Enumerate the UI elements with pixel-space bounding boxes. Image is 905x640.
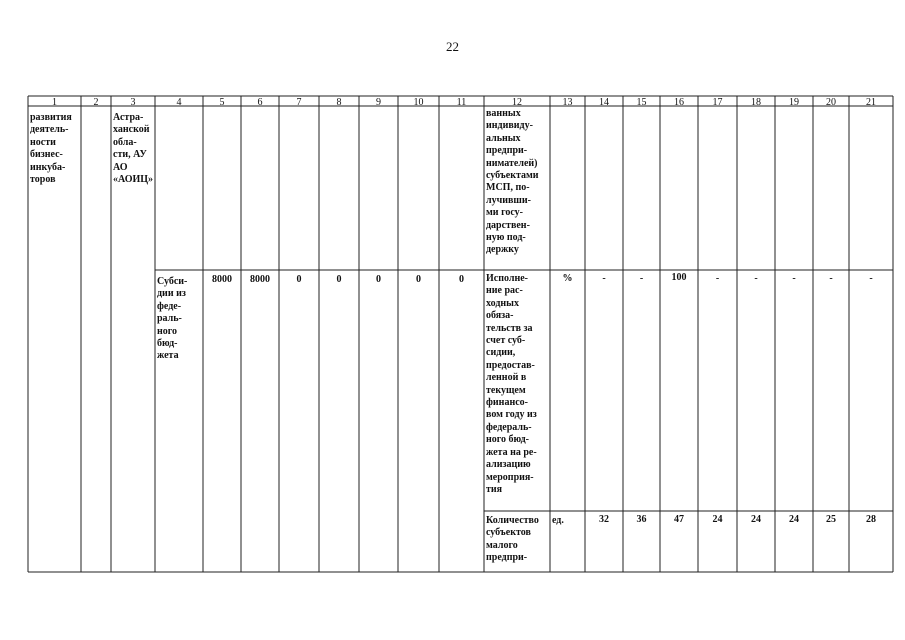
cell-row3-indicator: Количество субъектов малого предпри-	[486, 515, 539, 564]
header-col-13: 13	[562, 97, 573, 108]
header-col-10: 10	[413, 97, 424, 108]
cell-row2-col5: 8000	[212, 274, 232, 285]
cell-row3-col17: 24	[712, 514, 723, 525]
cell-row2-indicator: Исполне- ние рас- ходных обяза- тельств за счет суб- сидии, предостав- ленной в текущем финансо- вом году из федераль- ного бюд- жета на ре- ализацию мероприя- тия	[486, 273, 537, 495]
cell-row2-col19: -	[792, 273, 796, 284]
cell-row2-col14: -	[602, 273, 606, 284]
header-col-19: 19	[789, 97, 799, 108]
cell-row2-col15: -	[639, 273, 644, 284]
header-col-12: 12	[512, 97, 522, 108]
cell-row2-col6: 8000	[250, 274, 270, 285]
header-col-17: 17	[712, 97, 723, 108]
cell-row2-col20: -	[829, 273, 833, 284]
cell-row2-col18: -	[754, 273, 758, 284]
cell-row2-col21: -	[869, 273, 873, 284]
cell-row2-col9: 0	[376, 274, 381, 285]
page-number: 22	[446, 39, 459, 54]
cell-row3-col15: 36	[636, 514, 647, 525]
header-col-6: 6	[257, 97, 263, 108]
header-col-20: 20	[826, 97, 836, 108]
cell-row2-funding-source: Субси- дии из феде- раль- ного бюд- жета	[157, 276, 188, 362]
header-col-9: 9	[376, 97, 381, 108]
header-col-2: 2	[93, 97, 99, 108]
header-col-5: 5	[219, 97, 225, 108]
cell-row2-col10: 0	[416, 274, 421, 285]
header-col-14: 14	[599, 97, 609, 108]
header-col-3: 3	[130, 97, 136, 108]
header-col-1: 1	[52, 97, 57, 108]
cell-row2-col8: 0	[336, 274, 342, 285]
header-col-11: 11	[456, 97, 467, 108]
header-col-21: 21	[866, 97, 876, 108]
cell-row2-unit: %	[562, 273, 573, 284]
cell-row3-col20: 25	[826, 514, 836, 525]
cell-col1-description: развития деятель- ности бизнес- инкуба- торов	[30, 112, 72, 186]
header-col-15: 15	[636, 97, 647, 108]
cell-row3-unit: ед.	[552, 515, 564, 526]
cell-row3-col18: 24	[751, 514, 761, 525]
cell-row2-col16: 100	[671, 272, 687, 283]
cell-row3-col21: 28	[866, 514, 876, 525]
header-col-7: 7	[296, 97, 302, 108]
cell-col3-executor: Астра- ханской обла- сти, АУ АО «АОИЦ»	[113, 112, 154, 186]
header-col-8: 8	[336, 97, 342, 108]
header-col-4: 4	[176, 97, 182, 108]
cell-row3-col14: 32	[599, 514, 609, 525]
cell-row2-col17: -	[715, 273, 720, 284]
header-col-18: 18	[751, 97, 761, 108]
cell-row2-col11: 0	[459, 274, 464, 285]
header-col-16: 16	[674, 97, 684, 108]
cell-row1-indicator: ванных индивиду- альных предпри- нимателей) субъектами МСП, по- лучивши- ми госу- дарствен- ную под- держку	[486, 108, 539, 256]
cell-row3-col19: 24	[789, 514, 799, 525]
cell-row3-col16: 47	[674, 514, 684, 525]
cell-row2-col7: 0	[296, 274, 302, 285]
